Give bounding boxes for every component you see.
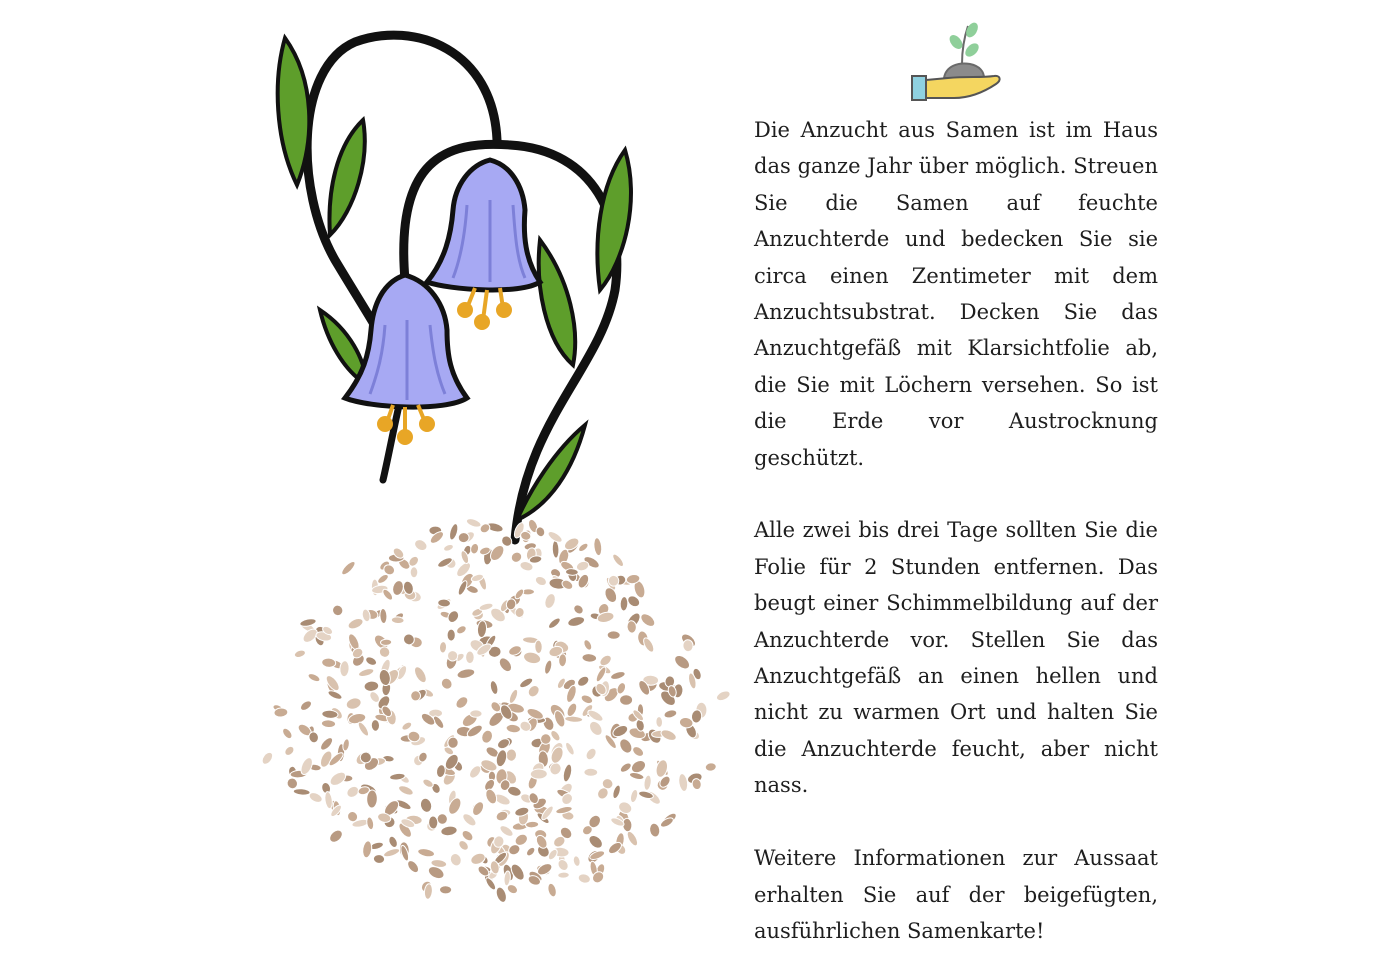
seed bbox=[340, 559, 357, 576]
seed bbox=[401, 720, 414, 731]
seed bbox=[380, 608, 388, 623]
seed bbox=[454, 694, 470, 710]
seed bbox=[466, 651, 475, 664]
seed bbox=[580, 693, 594, 705]
seed bbox=[293, 649, 306, 659]
seed bbox=[629, 789, 639, 804]
seed bbox=[330, 603, 345, 618]
seed bbox=[619, 761, 633, 774]
seed bbox=[649, 822, 661, 837]
seed bbox=[371, 719, 380, 731]
seed bbox=[318, 736, 334, 753]
seed bbox=[489, 680, 499, 695]
seed bbox=[328, 769, 348, 788]
seed bbox=[638, 611, 657, 629]
seed bbox=[410, 690, 421, 701]
seed bbox=[620, 695, 633, 706]
seed bbox=[437, 599, 450, 608]
seed bbox=[458, 532, 470, 543]
seed bbox=[455, 624, 468, 635]
seed bbox=[417, 847, 435, 858]
seed bbox=[506, 749, 517, 762]
seed bbox=[525, 821, 539, 828]
seed bbox=[547, 616, 562, 630]
seed bbox=[362, 840, 373, 858]
seed bbox=[412, 665, 429, 685]
seed bbox=[497, 656, 514, 674]
seed bbox=[552, 540, 560, 558]
seed bbox=[543, 659, 553, 675]
seed bbox=[321, 719, 336, 728]
seed bbox=[448, 737, 459, 749]
seed bbox=[558, 872, 570, 879]
seed bbox=[567, 615, 586, 628]
seed bbox=[525, 846, 537, 858]
seed bbox=[358, 667, 375, 678]
seed bbox=[260, 750, 275, 766]
leaf bbox=[278, 38, 310, 185]
seed bbox=[715, 689, 732, 703]
seed bbox=[576, 674, 591, 688]
seed bbox=[299, 699, 313, 712]
seed bbox=[607, 631, 620, 640]
seed bbox=[672, 653, 692, 672]
seed bbox=[345, 696, 363, 711]
seed bbox=[564, 741, 576, 756]
bellflower-illustration bbox=[255, 20, 735, 940]
seed bbox=[530, 769, 547, 779]
seed bbox=[383, 847, 401, 859]
seed bbox=[678, 773, 689, 792]
seed bbox=[617, 737, 634, 756]
seed bbox=[494, 886, 508, 904]
seed bbox=[480, 729, 494, 745]
seed bbox=[283, 745, 296, 758]
seed bbox=[439, 641, 447, 653]
leaf bbox=[329, 120, 364, 235]
seed bbox=[327, 828, 344, 845]
seed bbox=[506, 724, 521, 734]
bell-flower-upper bbox=[427, 160, 540, 328]
leaf bbox=[597, 150, 631, 290]
seed bbox=[543, 592, 557, 610]
seed bbox=[380, 639, 392, 646]
seed bbox=[513, 588, 525, 601]
seed bbox=[631, 745, 646, 759]
seed bbox=[663, 709, 677, 720]
seed bbox=[584, 768, 598, 776]
seed bbox=[587, 833, 605, 851]
seed bbox=[620, 596, 628, 611]
seed bbox=[682, 639, 693, 652]
seed bbox=[446, 609, 461, 625]
seed bbox=[397, 784, 414, 797]
seed bbox=[364, 655, 378, 667]
seed bbox=[356, 721, 370, 738]
seed bbox=[439, 886, 451, 894]
seed bbox=[705, 762, 717, 772]
seed bbox=[535, 640, 543, 654]
seed bbox=[324, 791, 334, 809]
seed bbox=[584, 746, 598, 761]
paragraph-more-info: Weitere Informationen zur Aussaat erhalten Sie auf der beigefügten, ausführlichen Samenkarte! bbox=[754, 846, 1158, 943]
seed bbox=[565, 702, 579, 718]
seed bbox=[465, 517, 482, 529]
seed bbox=[603, 586, 619, 605]
seed bbox=[611, 784, 621, 799]
instructions-text bbox=[754, 112, 1158, 949]
seed bbox=[470, 710, 483, 718]
seed bbox=[593, 537, 603, 556]
seed bbox=[443, 543, 455, 552]
seed bbox=[439, 676, 454, 691]
leaf bbox=[539, 240, 575, 365]
seed bbox=[611, 552, 625, 568]
seed bbox=[572, 603, 585, 616]
seed-pile bbox=[260, 517, 732, 904]
seed bbox=[629, 771, 645, 780]
seed bbox=[587, 719, 605, 738]
seed bbox=[347, 616, 365, 630]
paragraph-sowing: Die Anzucht aus Samen ist im Haus das ganze Jahr über möglich. Streuen Sie die Samen auf feuchte Anzuchterde und bedecken Sie sie circa einen Zentimeter mit dem Anzuchtsubstrat. Decken Sie das Anzuchtgefäß mit Klarsichtfolie ab, die Sie mit Löchern versehen. So ist die Erde vor Austrocknung geschützt. bbox=[754, 118, 1158, 470]
seed bbox=[586, 708, 605, 723]
seed bbox=[577, 873, 591, 885]
seed bbox=[366, 816, 375, 830]
seed bbox=[547, 882, 558, 897]
seed bbox=[440, 825, 458, 837]
paragraph-care: Alle zwei bis drei Tage sollten Sie die Folie für 2 Stunden entfernen. Das beugt einer Schimmelbildung auf der Anzuchterde vor. Stellen Sie das Anzuchtgefäß an einen hellen und nicht zu warmen Ort und halten Sie die Anzuchterde feucht, aber nicht nass. bbox=[754, 518, 1158, 798]
seed bbox=[470, 543, 480, 555]
seed bbox=[610, 670, 626, 681]
seed bbox=[342, 738, 350, 751]
seed bbox=[508, 688, 520, 704]
seed bbox=[281, 726, 294, 740]
seed bbox=[659, 728, 677, 743]
seed bbox=[321, 658, 336, 668]
seed bbox=[565, 568, 578, 575]
seed bbox=[410, 567, 418, 578]
seed bbox=[419, 797, 433, 814]
seed bbox=[293, 788, 310, 796]
seed bbox=[413, 538, 429, 553]
seed bbox=[470, 800, 486, 818]
seed bbox=[448, 523, 460, 541]
seed bbox=[364, 680, 380, 692]
seed bbox=[691, 709, 703, 723]
seed bbox=[656, 716, 663, 727]
seed bbox=[565, 716, 583, 723]
seed bbox=[299, 617, 317, 627]
seed bbox=[307, 672, 321, 683]
seed bbox=[456, 667, 476, 680]
seed bbox=[274, 708, 288, 718]
seed bbox=[534, 575, 548, 588]
seed bbox=[582, 638, 593, 651]
seedling-in-hand-icon bbox=[908, 20, 1004, 106]
seed bbox=[562, 763, 573, 782]
seed bbox=[572, 855, 581, 867]
seed bbox=[387, 835, 399, 849]
seed bbox=[447, 629, 455, 641]
seed bbox=[582, 653, 597, 662]
seed bbox=[428, 816, 438, 829]
seed bbox=[625, 830, 640, 848]
seed bbox=[449, 852, 464, 868]
